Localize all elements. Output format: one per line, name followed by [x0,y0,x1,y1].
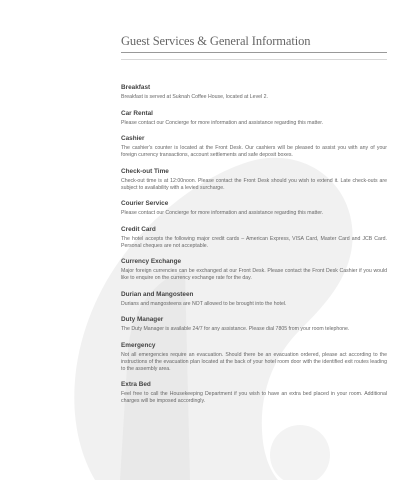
entry-body: Feel free to call the Housekeeping Department if you wish to have an extra bed placed in your room. Additional charges will be imposed accordingly. [121,391,387,404]
entry-heading: Emergency [121,341,156,349]
entry-heading: Courier Service [121,200,169,207]
entry-heading: Breakfast [121,84,151,91]
watermark-dot-shape [270,425,330,480]
entry-body: Please contact our Concierge for more information and assistance regarding this matter. [121,210,324,216]
guest-services-page [121,34,387,414]
entry-emergency [121,342,387,373]
entry-check-out-time [121,168,387,192]
page-title: Guest Services & General Information [121,34,387,53]
entry-cashier [121,135,387,159]
entry-body: The cashier's counter is located at the Front Desk. Our cashiers will be pleased to assist you with any of your foreign currency transactions, account settlements and safe deposit boxes. [121,145,387,158]
entry-heading: Durian and Mangosteen [121,290,194,298]
entry-body: The hotel accepts the following major credit cards – American Express, VISA Card, Master Card and JCB Card. Personal cheques are not acceptable. [121,235,387,249]
entry-breakfast [121,84,387,101]
entry-duty-manager [121,316,387,333]
entry-currency-exchange [121,258,387,282]
entry-heading: Extra Bed [121,381,151,388]
entry-courier-service [121,200,387,217]
entry-credit-card [121,226,387,250]
entry-heading: Currency Exchange [121,258,182,265]
entry-body: Not all emergencies require an evacuation. Should there be an evacuation ordered, please act according to the instructions of the evacuation plan located at the back of your hotel room door with the identified exit routes leading to the assembly area. [121,351,387,372]
entry-durian-and-mangosteen [121,291,387,308]
entry-heading: Credit Card [121,225,156,233]
entry-body: Breakfast is served at Suknah Coffee House, located at Level 2. [121,94,268,100]
entry-body: Please contact our Concierge for more information and assistance regarding this matter. [121,119,324,126]
entry-body: Durians and mangosteens are NOT allowed to be brought into the hotel. [121,300,287,307]
entry-car-rental [121,110,387,127]
entry-heading: Duty Manager [121,316,164,323]
entry-heading: Check-out Time [121,167,169,175]
entry-body: Check-out time is at 12:00noon. Please contact the Front Desk should you wish to extend it. Late check-outs are subject to availability with a levied surcharge. [121,177,387,191]
entry-heading: Car Rental [121,109,153,117]
title-divider [121,59,387,60]
entry-body: Major foreign currencies can be exchanged at our Front Desk. Please contact the Front Desk Cashier if you would like to enquire on the currency exchange rate for the day. [121,268,387,281]
entry-body: The Duty Manager is available 24/7 for any assistance. Please dial 7805 from your room telephone. [121,326,350,332]
entry-extra-bed [121,381,387,405]
entry-heading: Cashier [121,135,145,142]
services-list [121,84,387,405]
